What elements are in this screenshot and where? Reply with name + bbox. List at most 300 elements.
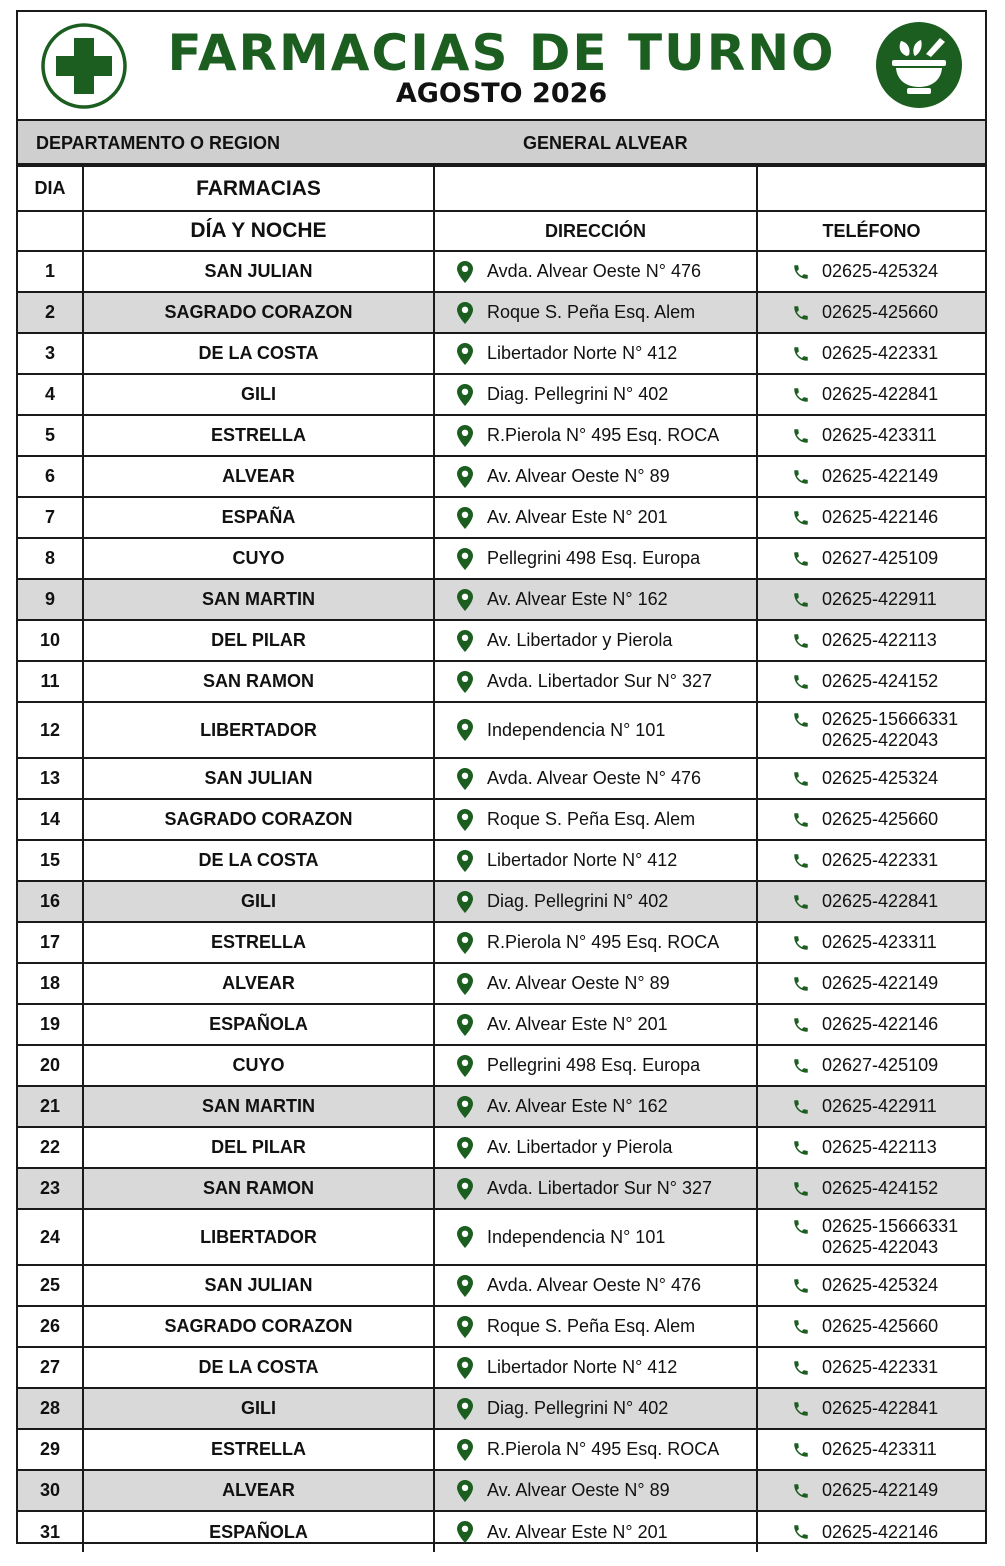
phone-number: 02625-422841	[822, 1398, 939, 1418]
phone-icon	[792, 811, 810, 829]
day-cell: 11	[18, 661, 83, 702]
address-cell	[434, 963, 757, 1004]
day-cell: 29	[18, 1429, 83, 1470]
address-cell	[434, 881, 757, 922]
phone-number: 02625-422043	[822, 730, 939, 750]
phone-cell	[757, 292, 985, 333]
location-pin-icon	[457, 1398, 473, 1420]
phone-icon	[792, 632, 810, 650]
table-row	[18, 456, 985, 497]
address-text: Av. Alvear Este N° 162	[487, 589, 668, 609]
pharmacy-name-cell: SAN MARTIN	[83, 1086, 434, 1127]
phone-cell	[757, 579, 985, 620]
phone-icon	[792, 1218, 810, 1236]
day-cell: 1	[18, 251, 83, 292]
day-cell: 5	[18, 415, 83, 456]
pharmacy-name-cell: DEL PILAR	[83, 1127, 434, 1168]
address-cell	[434, 579, 757, 620]
phone-icon	[792, 550, 810, 568]
day-cell: 12	[18, 702, 83, 758]
phone-icon	[792, 1180, 810, 1198]
table-row	[18, 538, 985, 579]
phone-icon	[792, 770, 810, 788]
address-text: Roque S. Peña Esq. Alem	[487, 809, 696, 829]
phone-cell	[757, 758, 985, 799]
phone-icon	[792, 468, 810, 486]
phone-cell	[757, 702, 985, 758]
address-text: R.Pierola N° 495 Esq. ROCA	[487, 425, 720, 445]
phone-number: 02625-15666331	[822, 1216, 959, 1236]
phone-icon	[792, 1098, 810, 1116]
day-cell: 4	[18, 374, 83, 415]
pharmacy-name-cell: SAN JULIAN	[83, 758, 434, 799]
day-cell: 10	[18, 620, 83, 661]
phone-cell	[757, 1045, 985, 1086]
address-cell	[434, 374, 757, 415]
phone-number: 02625-422841	[822, 384, 939, 404]
address-text: Av. Alvear Este N° 162	[487, 1096, 668, 1116]
location-pin-icon	[457, 932, 473, 954]
phone-number: 02625-422113	[822, 1137, 937, 1157]
address-cell	[434, 1388, 757, 1429]
address-text: Av. Libertador y Pierola	[487, 630, 673, 650]
address-text: Av. Alvear Este N° 201	[487, 1521, 668, 1542]
phone-cell	[757, 333, 985, 374]
table-row	[18, 758, 985, 799]
day-cell: 30	[18, 1470, 83, 1511]
phone-number: 02625-422146	[822, 1521, 939, 1542]
phone-icon	[792, 1523, 810, 1541]
phone-icon	[792, 1482, 810, 1500]
phone-icon	[792, 1441, 810, 1459]
phone-icon	[792, 893, 810, 911]
table-row	[18, 1388, 985, 1429]
table-header-row	[18, 166, 985, 211]
location-pin-icon	[457, 1439, 473, 1461]
table-row	[18, 251, 985, 292]
phone-number: 02625-423311	[822, 932, 937, 952]
pharmacy-name-cell: GILI	[83, 881, 434, 922]
phone-number: 02625-422146	[822, 1014, 939, 1034]
address-text: Roque S. Peña Esq. Alem	[487, 302, 696, 322]
table-row	[18, 1045, 985, 1086]
location-pin-icon	[457, 768, 473, 790]
phone-cell	[757, 1209, 985, 1265]
day-cell: 6	[18, 456, 83, 497]
table-row	[18, 799, 985, 840]
pharmacy-name-cell: CUYO	[83, 538, 434, 579]
phone-number: 02625-422331	[822, 1357, 939, 1377]
phone-icon	[792, 386, 810, 404]
pharmacy-name-cell: DE LA COSTA	[83, 333, 434, 374]
address-text: Diag. Pellegrini N° 402	[487, 384, 669, 404]
phone-number: 02625-425324	[822, 768, 939, 788]
phone-icon	[792, 345, 810, 363]
address-text: Av. Alvear Oeste N° 89	[487, 973, 670, 993]
address-cell	[434, 1086, 757, 1127]
address-text: Av. Alvear Oeste N° 89	[487, 466, 670, 486]
location-pin-icon	[457, 302, 473, 324]
phone-number: 02625-425660	[822, 302, 939, 322]
address-text: Libertador Norte N° 412	[487, 343, 678, 363]
address-cell	[434, 1511, 757, 1552]
column-header-dia-y-noche: DÍA Y NOCHE	[83, 211, 434, 251]
phone-cell	[757, 1086, 985, 1127]
page-subtitle: AGOSTO 2026	[395, 78, 608, 109]
phone-cell	[757, 456, 985, 497]
phone-cell	[757, 1470, 985, 1511]
day-cell: 22	[18, 1127, 83, 1168]
phone-icon	[792, 975, 810, 993]
phone-cell	[757, 1306, 985, 1347]
address-cell	[434, 840, 757, 881]
day-cell: 26	[18, 1306, 83, 1347]
phone-cell	[757, 1265, 985, 1306]
phone-number: 02627-425109	[822, 1055, 939, 1075]
pharmacy-name-cell: ALVEAR	[83, 963, 434, 1004]
phone-number: 02625-422841	[822, 891, 939, 911]
phone-number: 02625-422113	[822, 630, 937, 650]
phone-cell	[757, 1388, 985, 1429]
address-cell	[434, 1168, 757, 1209]
location-pin-icon	[457, 261, 473, 283]
column-header-direccion: DIRECCIÓN	[434, 211, 757, 251]
phone-number: 02625-425324	[822, 261, 939, 281]
pharmacy-name-cell: SAGRADO CORAZON	[83, 292, 434, 333]
address-cell	[434, 1429, 757, 1470]
phone-cell	[757, 1347, 985, 1388]
day-cell: 16	[18, 881, 83, 922]
pharmacy-name-cell: SAN RAMON	[83, 661, 434, 702]
location-pin-icon	[457, 548, 473, 570]
column-header-dia: DIA	[18, 166, 83, 211]
location-pin-icon	[457, 671, 473, 693]
day-cell: 19	[18, 1004, 83, 1045]
blank-header-cell	[434, 166, 757, 211]
pharmacy-name-cell: DEL PILAR	[83, 620, 434, 661]
location-pin-icon	[457, 466, 473, 488]
address-text: Avda. Alvear Oeste N° 476	[487, 261, 701, 281]
table-row	[18, 497, 985, 538]
phone-cell	[757, 881, 985, 922]
column-header-telefono: TELÉFONO	[757, 211, 985, 251]
phone-cell	[757, 963, 985, 1004]
phone-number: 02625-15666331	[822, 709, 959, 729]
address-text: Diag. Pellegrini N° 402	[487, 891, 669, 911]
phone-number: 02625-425660	[822, 809, 939, 829]
phone-number: 02625-422331	[822, 343, 939, 363]
phone-icon	[792, 1139, 810, 1157]
table-row	[18, 292, 985, 333]
address-cell	[434, 702, 757, 758]
location-pin-icon	[457, 1137, 473, 1159]
pharmacy-name-cell: SAN MARTIN	[83, 579, 434, 620]
day-cell: 31	[18, 1511, 83, 1552]
table-row	[18, 840, 985, 881]
address-text: R.Pierola N° 495 Esq. ROCA	[487, 1439, 720, 1459]
pharmacy-name-cell: DE LA COSTA	[83, 840, 434, 881]
department-label: DEPARTAMENTO O REGION	[36, 133, 281, 153]
table-row	[18, 702, 985, 758]
address-cell	[434, 415, 757, 456]
schedule-table	[18, 165, 985, 1552]
address-text: Avda. Libertador Sur N° 327	[487, 671, 712, 691]
pharmacy-name-cell: ESTRELLA	[83, 415, 434, 456]
phone-number: 02625-422043	[822, 1237, 939, 1257]
location-pin-icon	[457, 589, 473, 611]
phone-icon	[792, 1359, 810, 1377]
location-pin-icon	[457, 425, 473, 447]
department-bar	[18, 121, 985, 165]
day-cell: 25	[18, 1265, 83, 1306]
phone-cell	[757, 1127, 985, 1168]
address-cell	[434, 1306, 757, 1347]
address-cell	[434, 661, 757, 702]
day-cell: 17	[18, 922, 83, 963]
day-cell: 28	[18, 1388, 83, 1429]
day-cell: 7	[18, 497, 83, 538]
table-row	[18, 1086, 985, 1127]
department-value: GENERAL ALVEAR	[523, 133, 688, 153]
location-pin-icon	[457, 1521, 473, 1543]
phone-icon	[792, 852, 810, 870]
table-row	[18, 1347, 985, 1388]
phone-number: 02625-422146	[822, 507, 939, 527]
phone-number: 02627-425109	[822, 548, 939, 568]
table-row	[18, 579, 985, 620]
phone-cell	[757, 661, 985, 702]
address-text: Independencia N° 101	[487, 1226, 666, 1247]
address-cell	[434, 251, 757, 292]
table-row	[18, 661, 985, 702]
table-row	[18, 881, 985, 922]
location-pin-icon	[457, 343, 473, 365]
pharmacy-name-cell: ALVEAR	[83, 456, 434, 497]
day-cell: 24	[18, 1209, 83, 1265]
location-pin-icon	[457, 384, 473, 406]
pharmacy-name-cell: GILI	[83, 374, 434, 415]
table-row	[18, 922, 985, 963]
phone-icon	[792, 427, 810, 445]
address-cell	[434, 758, 757, 799]
phone-icon	[792, 1400, 810, 1418]
pharmacy-name-cell: DE LA COSTA	[83, 1347, 434, 1388]
address-text: Av. Libertador y Pierola	[487, 1137, 673, 1157]
address-text: Diag. Pellegrini N° 402	[487, 1398, 669, 1418]
phone-icon	[792, 673, 810, 691]
table-row	[18, 1511, 985, 1552]
pharmacy-name-cell: SAGRADO CORAZON	[83, 1306, 434, 1347]
schedule-sheet	[16, 10, 987, 1544]
phone-number: 02625-422331	[822, 850, 939, 870]
pharmacy-name-cell: CUYO	[83, 1045, 434, 1086]
location-pin-icon	[457, 507, 473, 529]
table-row	[18, 1209, 985, 1265]
phone-cell	[757, 1429, 985, 1470]
phone-cell	[757, 497, 985, 538]
day-cell: 3	[18, 333, 83, 374]
phone-cell	[757, 1511, 985, 1552]
phone-number: 02625-425324	[822, 1275, 939, 1295]
phone-icon	[792, 509, 810, 527]
address-cell	[434, 497, 757, 538]
address-cell	[434, 620, 757, 661]
pharmacy-name-cell: SAGRADO CORAZON	[83, 799, 434, 840]
phone-number: 02625-424152	[822, 1178, 939, 1198]
day-cell: 18	[18, 963, 83, 1004]
phone-cell	[757, 251, 985, 292]
phone-icon	[792, 1016, 810, 1034]
location-pin-icon	[457, 973, 473, 995]
table-row	[18, 963, 985, 1004]
phone-icon	[792, 934, 810, 952]
table-row	[18, 1306, 985, 1347]
phone-number: 02625-422149	[822, 973, 939, 993]
phone-number: 02625-422149	[822, 466, 939, 486]
location-pin-icon	[457, 850, 473, 872]
location-pin-icon	[457, 1226, 473, 1248]
address-text: Avda. Alvear Oeste N° 476	[487, 768, 701, 788]
address-cell	[434, 1347, 757, 1388]
day-cell: 20	[18, 1045, 83, 1086]
address-text: Av. Alvear Este N° 201	[487, 507, 668, 527]
phone-icon	[792, 304, 810, 322]
pharmacy-name-cell: ALVEAR	[83, 1470, 434, 1511]
location-pin-icon	[457, 891, 473, 913]
address-cell	[434, 922, 757, 963]
phone-number: 02625-425660	[822, 1316, 939, 1336]
sheet-header	[18, 12, 985, 121]
address-cell	[434, 1127, 757, 1168]
day-cell: 9	[18, 579, 83, 620]
pharmacy-name-cell: SAN JULIAN	[83, 251, 434, 292]
phone-icon	[792, 1277, 810, 1295]
day-cell: 21	[18, 1086, 83, 1127]
location-pin-icon	[457, 809, 473, 831]
table-row	[18, 1168, 985, 1209]
phone-number: 02625-423311	[822, 1439, 937, 1459]
address-text: Avda. Libertador Sur N° 327	[487, 1178, 712, 1198]
address-text: Pellegrini 498 Esq. Europa	[487, 548, 701, 568]
phone-number: 02625-423311	[822, 425, 937, 445]
location-pin-icon	[457, 1014, 473, 1036]
phone-icon	[792, 1057, 810, 1075]
phone-cell	[757, 799, 985, 840]
location-pin-icon	[457, 1055, 473, 1077]
blank-header-cell	[18, 211, 83, 251]
table-row	[18, 1265, 985, 1306]
pharmacy-name-cell: SAN JULIAN	[83, 1265, 434, 1306]
address-text: Libertador Norte N° 412	[487, 850, 678, 870]
phone-number: 02625-422149	[822, 1480, 939, 1500]
phone-icon	[792, 591, 810, 609]
address-cell	[434, 1265, 757, 1306]
pharmacy-name-cell: ESTRELLA	[83, 922, 434, 963]
location-pin-icon	[457, 1178, 473, 1200]
day-cell: 14	[18, 799, 83, 840]
pharmacy-name-cell: GILI	[83, 1388, 434, 1429]
address-cell	[434, 538, 757, 579]
address-text: Roque S. Peña Esq. Alem	[487, 1316, 696, 1336]
phone-icon	[792, 263, 810, 281]
blank-header-cell	[757, 166, 985, 211]
address-cell	[434, 1470, 757, 1511]
pharmacy-name-cell: LIBERTADOR	[83, 1209, 434, 1265]
table-header-row	[18, 211, 985, 251]
day-cell: 8	[18, 538, 83, 579]
phone-icon	[792, 711, 810, 729]
location-pin-icon	[457, 1275, 473, 1297]
phone-cell	[757, 374, 985, 415]
phone-cell	[757, 538, 985, 579]
address-text: Pellegrini 498 Esq. Europa	[487, 1055, 701, 1075]
address-cell	[434, 1209, 757, 1265]
address-cell	[434, 292, 757, 333]
pharmacy-name-cell: SAN RAMON	[83, 1168, 434, 1209]
location-pin-icon	[457, 630, 473, 652]
phone-number: 02625-424152	[822, 671, 939, 691]
location-pin-icon	[457, 1096, 473, 1118]
table-row	[18, 1004, 985, 1045]
phone-cell	[757, 1004, 985, 1045]
day-cell: 2	[18, 292, 83, 333]
address-cell	[434, 799, 757, 840]
pharmacy-name-cell: ESPAÑOLA	[83, 1511, 434, 1552]
address-cell	[434, 456, 757, 497]
phone-cell	[757, 620, 985, 661]
location-pin-icon	[457, 1480, 473, 1502]
pharmacy-name-cell: ESTRELLA	[83, 1429, 434, 1470]
address-text: Independencia N° 101	[487, 719, 666, 740]
page-title: FARMACIAS DE TURNO	[167, 24, 836, 82]
address-text: R.Pierola N° 495 Esq. ROCA	[487, 932, 720, 952]
address-text: Av. Alvear Oeste N° 89	[487, 1480, 670, 1500]
table-row	[18, 415, 985, 456]
pharmacy-name-cell: ESPAÑA	[83, 497, 434, 538]
location-pin-icon	[457, 1316, 473, 1338]
address-text: Avda. Alvear Oeste N° 476	[487, 1275, 701, 1295]
table-row	[18, 374, 985, 415]
day-cell: 27	[18, 1347, 83, 1388]
table-row	[18, 1470, 985, 1511]
pharmacy-name-cell: ESPAÑOLA	[83, 1004, 434, 1045]
phone-number: 02625-422911	[822, 589, 937, 609]
address-cell	[434, 333, 757, 374]
phone-number: 02625-422911	[822, 1096, 937, 1116]
location-pin-icon	[457, 719, 473, 741]
phone-cell	[757, 840, 985, 881]
phone-cell	[757, 415, 985, 456]
table-row	[18, 1429, 985, 1470]
location-pin-icon	[457, 1357, 473, 1379]
phone-cell	[757, 922, 985, 963]
column-header-farmacias: FARMACIAS	[83, 166, 434, 211]
mortar-pestle-icon	[874, 20, 964, 110]
phone-cell	[757, 1168, 985, 1209]
address-cell	[434, 1004, 757, 1045]
address-cell	[434, 1045, 757, 1086]
day-cell: 15	[18, 840, 83, 881]
pharmacy-name-cell: LIBERTADOR	[83, 702, 434, 758]
day-cell: 23	[18, 1168, 83, 1209]
phone-icon	[792, 1318, 810, 1336]
table-row	[18, 620, 985, 661]
day-cell: 13	[18, 758, 83, 799]
table-row	[18, 1127, 985, 1168]
address-text: Av. Alvear Este N° 201	[487, 1014, 668, 1034]
table-row	[18, 333, 985, 374]
address-text: Libertador Norte N° 412	[487, 1357, 678, 1377]
